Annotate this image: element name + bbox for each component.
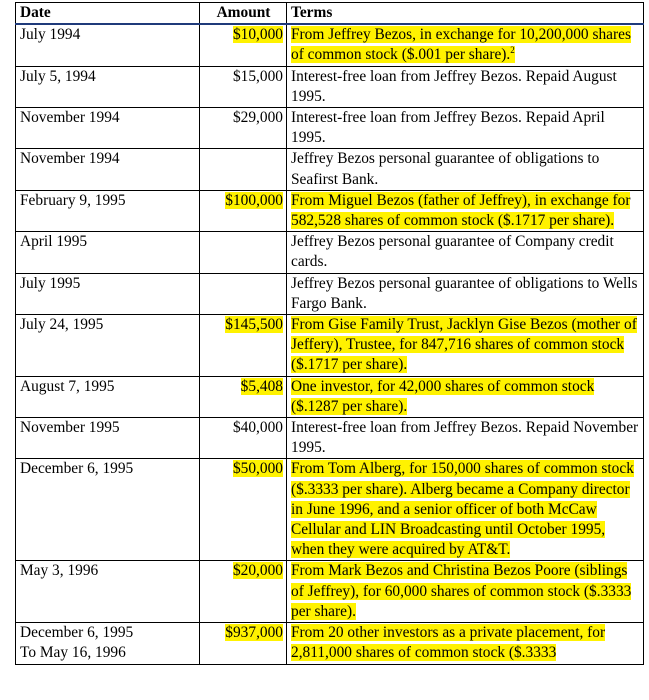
date-cell: July 1994 bbox=[16, 24, 200, 66]
table-row bbox=[16, 190, 644, 231]
table-row bbox=[16, 66, 644, 107]
terms-cell: Jeffrey Bezos personal guarantee of Company credit cards. bbox=[287, 232, 644, 273]
amount-cell bbox=[200, 24, 287, 66]
terms-value: From Jeffrey Bezos, in exchange for 10,200,000 shares of common stock ($.001 per share). bbox=[291, 26, 631, 64]
date-cell: April 1995 bbox=[16, 232, 200, 273]
amount-cell bbox=[200, 459, 287, 561]
terms-cell bbox=[287, 24, 644, 66]
table-row bbox=[16, 623, 644, 664]
amount-cell bbox=[200, 315, 287, 377]
amount-value: $937,000 bbox=[225, 624, 283, 642]
terms-text: From Miguel Bezos (father of Jeffrey), in exchange for 582,528 shares of common stock ($.1717 per share). bbox=[291, 191, 631, 230]
amount-cell bbox=[200, 149, 287, 190]
terms-cell: Jeffrey Bezos personal guarantee of obligations to Seafirst Bank. bbox=[287, 149, 644, 190]
terms-cell bbox=[287, 315, 644, 377]
amount-value: $50,000 bbox=[232, 460, 283, 478]
table-row bbox=[16, 108, 644, 149]
date-cell: July 1995 bbox=[16, 273, 200, 314]
terms-text: From Mark Bezos and Christina Bezos Poore (siblings of Jeffrey), for 60,000 shares of common stock ($.3333 per share). bbox=[291, 562, 632, 620]
table-row bbox=[16, 273, 644, 314]
terms-cell bbox=[287, 190, 644, 231]
terms-cell: Interest-free loan from Jeffrey Bezos. Repaid November 1995. bbox=[287, 418, 644, 459]
date-cell bbox=[16, 623, 200, 664]
table-row bbox=[16, 459, 644, 561]
terms-text: From Tom Alberg, for 150,000 shares of common stock ($.3333 per share). Alberg became a Company director in June 1996, and a senior officer of both McCaw Cellular and LIN Broadcasting until October 1995, when they were acquired by AT&T. bbox=[291, 460, 634, 559]
table-row bbox=[16, 232, 644, 273]
amount-cell bbox=[200, 376, 287, 417]
amount-value: $10,000 bbox=[232, 26, 283, 44]
amount-cell bbox=[200, 561, 287, 623]
table-row bbox=[16, 376, 644, 417]
date-cell: July 5, 1994 bbox=[16, 66, 200, 107]
amount-cell: $40,000 bbox=[200, 418, 287, 459]
terms-cell bbox=[287, 561, 644, 623]
terms-cell: Interest-free loan from Jeffrey Bezos. Repaid August 1995. bbox=[287, 66, 644, 107]
amount-cell bbox=[200, 190, 287, 231]
date-cell: February 9, 1995 bbox=[16, 190, 200, 231]
terms-text: One investor, for 42,000 shares of common stock ($.1287 per share). bbox=[291, 377, 595, 415]
amount-value: $145,500 bbox=[225, 316, 283, 334]
date-cell: November 1994 bbox=[16, 149, 200, 190]
table-row bbox=[16, 418, 644, 459]
amount-cell bbox=[200, 623, 287, 664]
amount-value: $5,408 bbox=[240, 377, 283, 395]
date-line: To May 16, 1996 bbox=[20, 644, 126, 662]
date-cell: August 7, 1995 bbox=[16, 376, 200, 417]
terms-cell bbox=[287, 459, 644, 561]
date-cell: December 6, 1995 bbox=[16, 459, 200, 561]
terms-cell bbox=[287, 376, 644, 417]
terms-cell: Interest-free loan from Jeffrey Bezos. Repaid April 1995. bbox=[287, 108, 644, 149]
terms-cell: Jeffrey Bezos personal guarantee of obligations to Wells Fargo Bank. bbox=[287, 273, 644, 314]
table-header-row bbox=[16, 3, 644, 25]
amount-value: $20,000 bbox=[232, 562, 283, 580]
amount-cell bbox=[200, 232, 287, 273]
table-row bbox=[16, 149, 644, 190]
document-page bbox=[15, 2, 643, 665]
amount-value: $100,000 bbox=[225, 191, 283, 209]
terms-cell bbox=[287, 623, 644, 664]
date-line: December 6, 1995 bbox=[20, 624, 134, 642]
date-cell: July 24, 1995 bbox=[16, 315, 200, 377]
table-row bbox=[16, 561, 644, 623]
funding-table bbox=[15, 2, 644, 665]
terms-text: From Gise Family Trust, Jacklyn Gise Bezos (mother of Jeffery), Trustee, for 847,716 shares of common stock ($.1717 per share). bbox=[291, 316, 637, 374]
amount-cell: $29,000 bbox=[200, 108, 287, 149]
amount-column-header: Amount bbox=[200, 3, 287, 25]
terms-column-header: Terms bbox=[287, 3, 644, 25]
date-cell: November 1994 bbox=[16, 108, 200, 149]
date-column-header: Date bbox=[16, 3, 200, 25]
footnote-marker: 2 bbox=[510, 45, 515, 56]
table-row bbox=[16, 315, 644, 377]
amount-cell: $15,000 bbox=[200, 66, 287, 107]
terms-text bbox=[291, 26, 631, 63]
date-cell: May 3, 1996 bbox=[16, 561, 200, 623]
terms-text: From 20 other investors as a private placement, for 2,811,000 shares of common stock ($.3333 bbox=[291, 624, 606, 662]
date-cell: November 1995 bbox=[16, 418, 200, 459]
amount-cell bbox=[200, 273, 287, 314]
table-row bbox=[16, 24, 644, 66]
